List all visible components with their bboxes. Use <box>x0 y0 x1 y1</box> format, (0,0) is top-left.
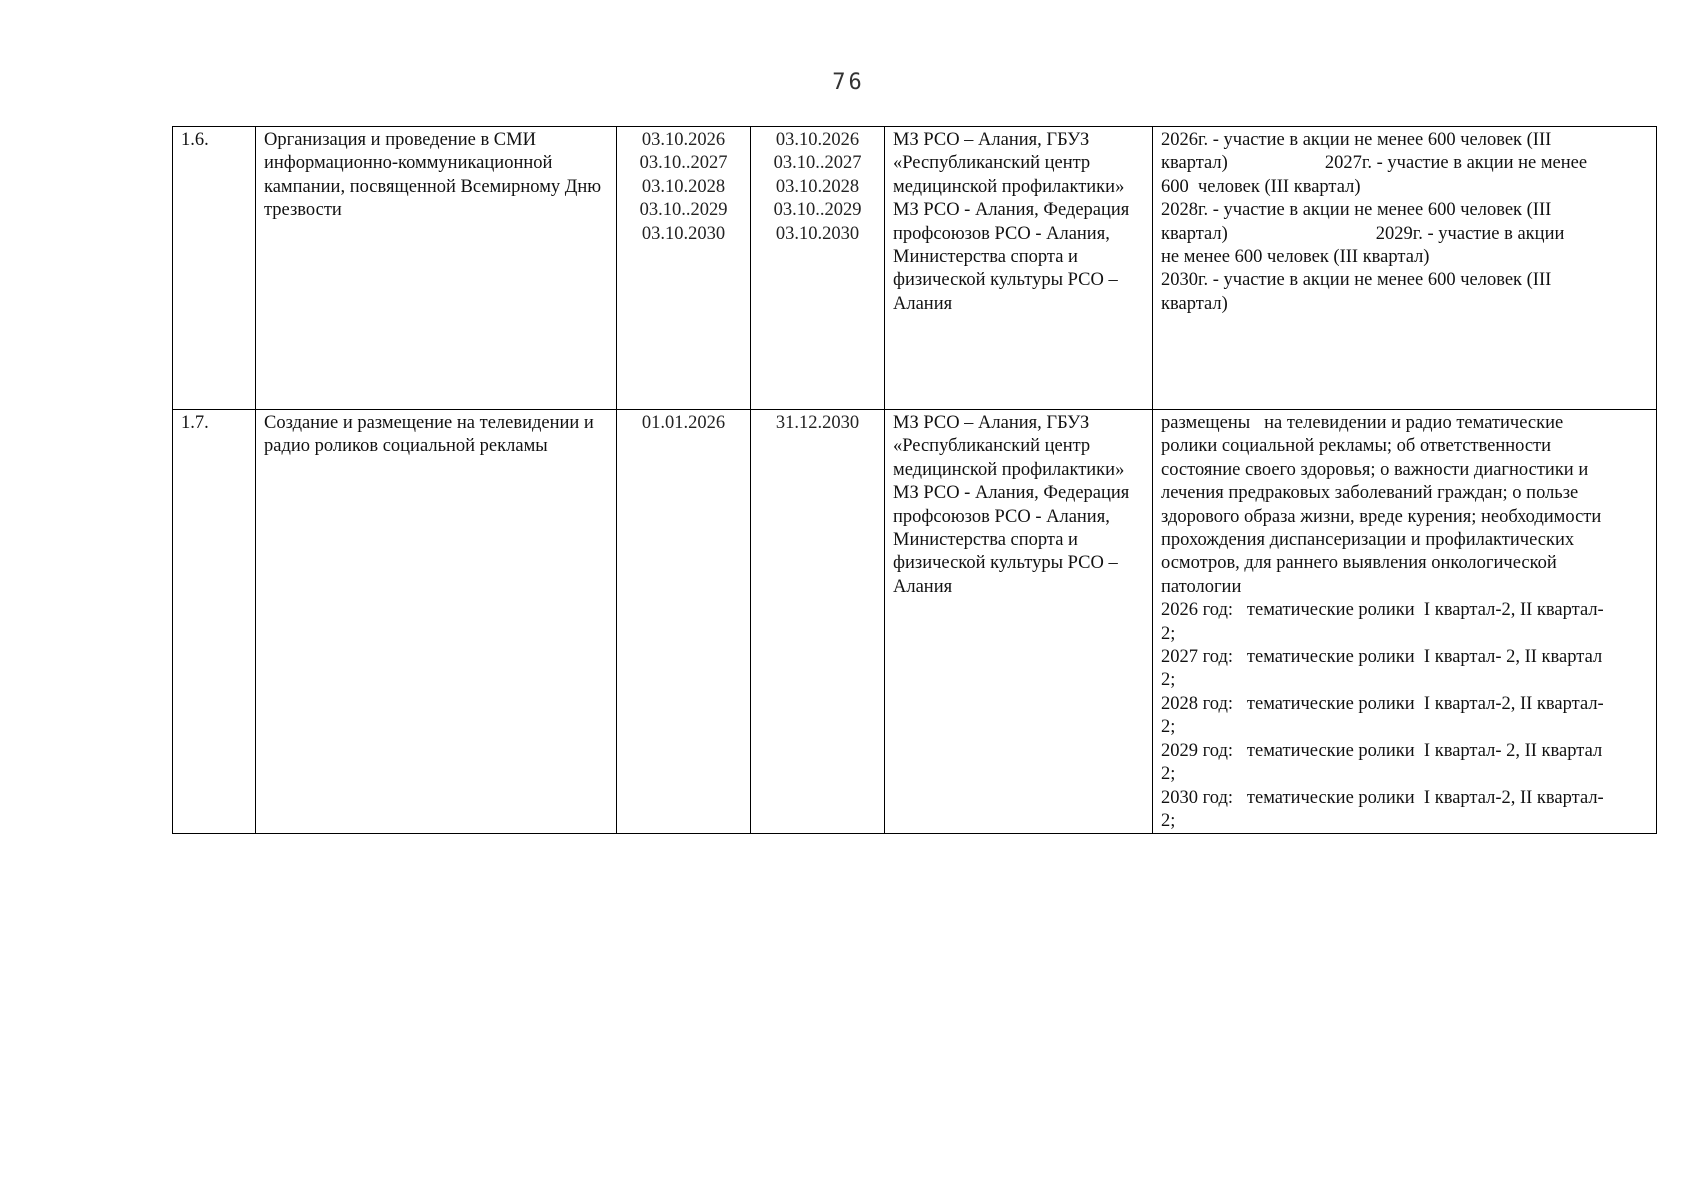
end-date: 03.10.2030 <box>775 223 860 244</box>
end-date: 03.10.2026 <box>775 130 860 150</box>
result-line: квартал) 2029г. - участие в акции <box>1161 223 1565 244</box>
activity-name: Создание и размещение на телевидении и радио роликов социальной рекламы <box>256 410 617 834</box>
result-line: квартал) <box>1161 293 1228 314</box>
result-line: состояние своего здоровья; о важности диагностики и <box>1161 459 1589 480</box>
result-line: квартал) 2027г. - участие в акции не менее <box>1161 153 1588 174</box>
result-line: 600 человек (III квартал) <box>1161 176 1361 197</box>
end-date: 03.10.2028 <box>775 176 860 197</box>
start-date: 03.10.2030 <box>641 223 726 244</box>
start-date: 03.10.2026 <box>641 130 726 150</box>
start-date: 01.01.2026 <box>641 413 726 433</box>
start-dates-cell <box>617 410 751 834</box>
start-date: 03.10..2027 <box>639 153 728 174</box>
result-line: ролики социальной рекламы; об ответственности <box>1161 436 1552 457</box>
row-number: 1.6. <box>173 127 256 410</box>
start-date: 03.10..2029 <box>639 200 728 221</box>
end-dates-cell <box>751 410 885 834</box>
end-date: 03.10..2027 <box>773 153 862 174</box>
executors: МЗ РСО – Алания, ГБУЗ «Республиканский центр медицинской профилактики» МЗ РСО - Алания, Федерация профсоюзов РСО - Алания, Министерства спорта и физической культуры РСО – Алания <box>885 410 1153 834</box>
result-line: 2; <box>1161 623 1176 644</box>
results-cell <box>1153 410 1657 834</box>
end-date: 03.10..2029 <box>773 200 862 221</box>
result-line: 2; <box>1161 670 1176 691</box>
result-line: осмотров, для раннего выявления онкологической <box>1161 553 1557 574</box>
result-line: 2027 год: тематические ролики I квартал- 2, II квартал <box>1161 647 1603 668</box>
activities-table <box>172 126 1657 834</box>
result-line: лечения предраковых заболеваний граждан; о пользе <box>1161 483 1579 504</box>
result-line: 2030г. - участие в акции не менее 600 человек (III <box>1161 270 1552 291</box>
table-row <box>173 127 1657 410</box>
result-line: патологии <box>1161 576 1242 597</box>
result-line: не менее 600 человек (III квартал) <box>1161 247 1430 268</box>
result-line: 2; <box>1161 764 1176 785</box>
result-line: размещены на телевидении и радио тематические <box>1161 413 1564 433</box>
result-line: 2; <box>1161 810 1176 831</box>
end-dates-cell <box>751 127 885 410</box>
result-line: 2026 год: тематические ролики I квартал-2, II квартал- <box>1161 600 1604 621</box>
result-line: прохождения диспансеризации и профилактических <box>1161 530 1575 551</box>
result-line: 2; <box>1161 717 1176 738</box>
table-row <box>173 410 1657 834</box>
start-date: 03.10.2028 <box>641 176 726 197</box>
result-line: 2030 год: тематические ролики I квартал-2, II квартал- <box>1161 787 1604 808</box>
result-line: 2028г. - участие в акции не менее 600 человек (III <box>1161 200 1552 221</box>
executors: МЗ РСО – Алания, ГБУЗ «Республиканский центр медицинской профилактики» МЗ РСО - Алания, Федерация профсоюзов РСО - Алания, Министерства спорта и физической культуры РСО – Алания <box>885 127 1153 410</box>
row-number: 1.7. <box>173 410 256 834</box>
result-line: 2028 год: тематические ролики I квартал-2, II квартал- <box>1161 693 1604 714</box>
page-number: 76 <box>832 70 865 95</box>
activity-name: Организация и проведение в СМИ информационно-коммуникационной кампании, посвященной Всемирному Дню трезвости <box>256 127 617 410</box>
result-line: 2029 год: тематические ролики I квартал- 2, II квартал <box>1161 740 1603 761</box>
result-line: здорового образа жизни, вреде курения; необходимости <box>1161 506 1602 527</box>
results-cell <box>1153 127 1657 410</box>
result-line: 2026г. - участие в акции не менее 600 человек (III <box>1161 130 1552 150</box>
end-date: 31.12.2030 <box>775 413 860 433</box>
start-dates-cell <box>617 127 751 410</box>
